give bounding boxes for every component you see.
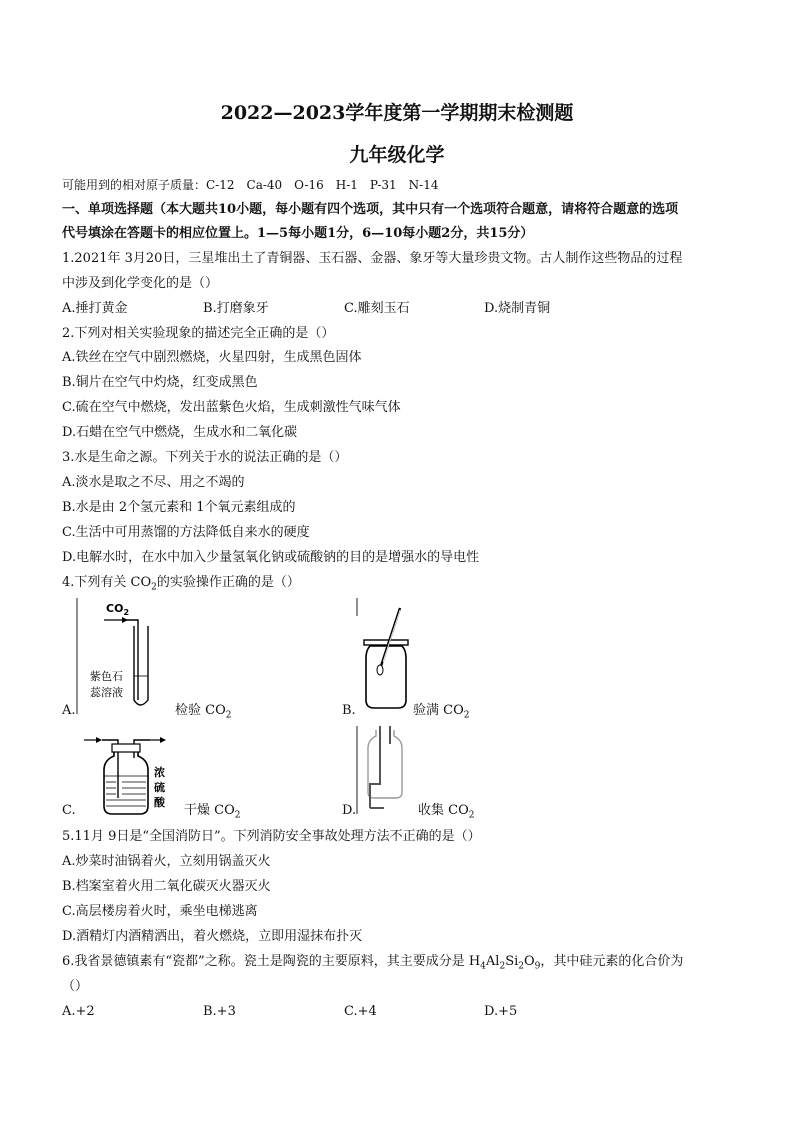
- section1-line1: 一、单项选择题（本大题共10小题，每小题有四个选项，其中只有一个选项符合题意，请将符合题意的选项: [62, 202, 679, 217]
- figure-a-test-co2: [76, 596, 166, 716]
- q3-option-c: C.生活中可用蒸馏的方法降低自来水的硬度: [62, 525, 310, 540]
- q4-option-c-letter: C.: [62, 803, 76, 818]
- q4-option-b-label: [413, 702, 469, 720]
- q1-stem-line1: 1.2021年 3月20日，三星堆出土了青铜器、玉石器、金器、象牙等大量珍贵文物。古人制作这些物品的过程: [62, 251, 683, 266]
- q1-option-a: A.捶打黄金: [62, 301, 128, 316]
- figure-b-glass-plate: [364, 640, 408, 645]
- q6-si-sub: 2: [518, 961, 524, 972]
- figure-c-arrow-in-head: [96, 737, 102, 743]
- figure-c-stopper: [112, 744, 140, 752]
- q3-stem: 3.水是生命之源。下列关于水的说法正确的是（）: [62, 450, 348, 465]
- exam-subtitle: 九年级化学: [349, 144, 445, 166]
- figure-c-liquid-lines: [104, 776, 148, 806]
- section1-line2: 代号填涂在答题卡的相应位置上。1—5每小题1分，6—10每小题2分，共15分）: [62, 226, 534, 241]
- q2-option-c: C.硫在空气中燃烧，发出蓝紫色火焰，生成刺激性气味气体: [62, 400, 401, 415]
- q2-option-a: A.铁丝在空气中剧烈燃烧，火星四射，生成黑色固体: [62, 350, 362, 365]
- q1-option-d: D.烧制青铜: [484, 301, 551, 316]
- q6-h-sub: 4: [480, 961, 486, 972]
- q6-option-b: B.+3: [203, 1004, 236, 1019]
- figure-b-gas-jar: [366, 646, 406, 708]
- q5-option-a: A.炒菜时油锅着火，立刻用锅盖灭火: [62, 854, 271, 869]
- figure-c-bottle: [104, 752, 148, 814]
- figure-a-solution-label-1: 紫色石: [90, 670, 123, 683]
- q3-option-b: B.水是由 2个氢元素和 1个氧元素组成的: [62, 500, 296, 515]
- q6-paren: （）: [62, 979, 89, 994]
- q4-stem: [62, 574, 300, 592]
- q6-stem-pre: 6.我省景德镇素有“瓷都”之称。瓷土是陶瓷的主要原料，其主要成分是 H: [62, 954, 481, 969]
- q5-option-b: B.档案室着火用二氧化碳灭火器灭火: [62, 879, 271, 894]
- q3-option-a: A.淡水是取之不尽、用之不竭的: [62, 475, 245, 490]
- q4-stem-post: 的实验操作正确的是（）: [156, 575, 300, 590]
- q1-option-b: B.打磨象牙: [203, 301, 269, 316]
- q6-stem: [62, 953, 683, 971]
- q6-option-a: A.+2: [62, 1004, 95, 1019]
- q2-option-d: D.石蜡在空气中燃烧，生成水和二氧化碳: [62, 425, 298, 440]
- q6-al: Al: [485, 954, 500, 969]
- q4-option-a-letter: A.: [62, 703, 76, 718]
- q4-stem-pre: 4.下列有关 CO: [62, 575, 152, 590]
- q4-option-a-text: 检验 CO: [175, 703, 226, 718]
- q4-option-d-label: [418, 802, 474, 820]
- figure-c-acid-label-3: 酸: [154, 796, 165, 809]
- figure-d-bottle: [368, 730, 402, 798]
- q4-option-b-sub: 2: [463, 710, 470, 721]
- q4-option-c-text: 干燥 CO: [184, 803, 235, 818]
- figure-c-arrow-out-head: [160, 737, 166, 743]
- q1-option-c: C.雕刻玉石: [344, 301, 410, 316]
- q5-option-c: C.高层楼房着火时，乘坐电梯逃离: [62, 904, 258, 919]
- q6-si: Si: [505, 954, 519, 969]
- q4-option-a-sub: 2: [225, 710, 232, 721]
- figure-a-delivery-tube: [126, 620, 138, 700]
- figure-b-flame: [377, 665, 383, 675]
- figure-a-gas-label: $CO_2$: [106, 602, 130, 617]
- figure-a-test-tube: [134, 626, 148, 705]
- q3-option-d: D.电解水时，在水中加入少量氢氧化钠或硫酸钠的目的是增强水的导电性: [62, 550, 480, 565]
- figure-c-acid-label-2: 硫: [154, 781, 165, 794]
- q2-stem: 2.下列对相关实验现象的描述完全正确的是（）: [62, 326, 335, 341]
- q2-option-b: B.铜片在空气中灼烧，红变成黑色: [62, 375, 258, 390]
- q6-o: O: [524, 954, 535, 969]
- q4-stem-sub: 2: [151, 582, 157, 593]
- q6-al-sub: 2: [499, 961, 506, 972]
- q6-option-d: D.+5: [484, 1004, 518, 1019]
- figure-c-acid-label-1: 浓: [154, 766, 165, 779]
- figure-c-drying-bottle: [76, 724, 176, 820]
- q4-option-d-letter: D.: [342, 803, 357, 818]
- q4-option-b-text: 验满 CO: [413, 703, 464, 718]
- q4-option-b-letter: B.: [342, 703, 356, 718]
- q4-option-d-text: 收集 CO: [418, 803, 469, 818]
- figure-d-collect-bottle: [356, 724, 416, 820]
- q5-option-d: D.酒精灯内酒精洒出，着火燃烧，立即用湿抹布扑灭: [62, 929, 363, 944]
- atomic-masses: 可能用到的相对原子质量：C-12 Ca-40 O-16 H-1 P-31 N-14: [62, 178, 439, 192]
- q4-option-c-sub: 2: [234, 810, 241, 821]
- exam-title: 2022—2023学年度第一学期期末检测题: [220, 102, 574, 124]
- figure-b-full-check: [356, 596, 416, 712]
- figure-a-solution-label-2: 蕊溶液: [90, 686, 123, 699]
- q4-option-d-sub: 2: [468, 810, 475, 821]
- q1-stem-line2: 中涉及到化学变化的是（）: [62, 276, 219, 291]
- q6-option-c: C.+4: [344, 1004, 377, 1019]
- q6-o-sub: 9: [534, 961, 541, 972]
- q4-option-c-label: [184, 802, 240, 820]
- q4-option-a-label: [175, 702, 231, 720]
- q5-stem: 5.11月 9日是“全国消防日”。下列消防安全事故处理方法不正确的是（）: [62, 829, 481, 844]
- q6-stem-post: ，其中硅元素的化合价为: [540, 954, 684, 969]
